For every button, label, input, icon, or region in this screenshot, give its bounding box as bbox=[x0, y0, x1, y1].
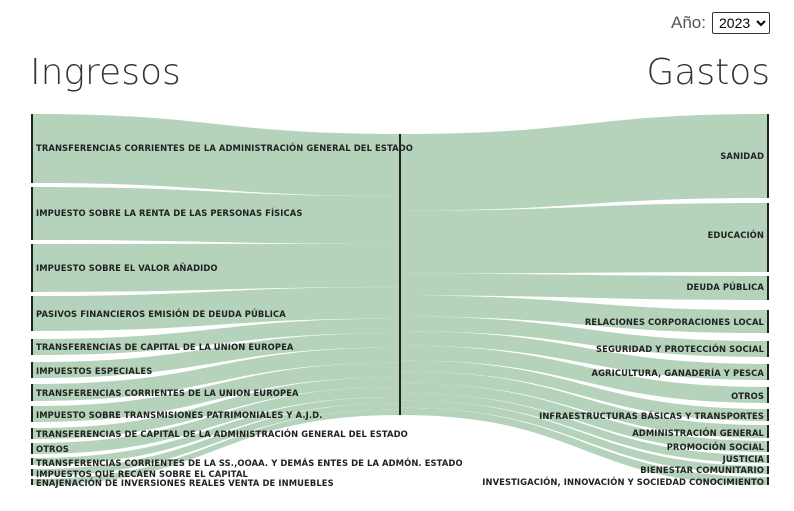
income-label[interactable]: IMPUESTO SOBRE TRANSMISIONES PATRIMONIALES Y A.J.D. bbox=[36, 410, 323, 420]
expense-label[interactable]: BIENESTAR COMUNITARIO bbox=[640, 465, 764, 475]
expense-label[interactable]: PROMOCIÓN SOCIAL bbox=[666, 442, 764, 452]
expense-label[interactable]: RELACIONES CORPORACIONES LOCAL bbox=[584, 317, 764, 327]
income-label[interactable]: OTROS bbox=[36, 444, 69, 454]
income-label[interactable]: PASIVOS FINANCIEROS EMISIÓN DE DEUDA PÚBLICA bbox=[36, 309, 286, 319]
income-label[interactable]: IMPUESTO SOBRE EL VALOR AÑADIDO bbox=[36, 263, 218, 273]
income-label[interactable]: IMPUESTO SOBRE LA RENTA DE LAS PERSONAS FÍSICAS bbox=[36, 208, 303, 218]
expense-label[interactable]: OTROS bbox=[731, 391, 764, 401]
expense-label[interactable]: DEUDA PÚBLICA bbox=[686, 282, 764, 292]
expense-label[interactable]: ADMINISTRACIÓN GENERAL bbox=[632, 428, 764, 438]
income-label[interactable]: IMPUESTOS ESPECIALES bbox=[36, 366, 153, 376]
income-label[interactable]: TRANSFERENCIAS DE CAPITAL DE LA UNION EUROPEA bbox=[36, 342, 294, 352]
expense-label[interactable]: AGRICULTURA, GANADERÍA Y PESCA bbox=[591, 368, 764, 378]
expense-label[interactable]: INVESTIGACIÓN, INNOVACIÓN Y SOCIEDAD CONOCIMIENTO bbox=[482, 477, 764, 487]
income-label[interactable]: TRANSFERENCIAS CORRIENTES DE LA ADMINISTRACIÓN GENERAL DEL ESTADO bbox=[36, 143, 414, 153]
income-label[interactable]: TRANSFERENCIAS CORRIENTES DE LA SS.,OOAA. Y DEMÁS ENTES DE LA ADMÓN. ESTADO bbox=[36, 458, 463, 468]
expense-label[interactable]: SANIDAD bbox=[720, 151, 764, 161]
income-flow bbox=[32, 114, 400, 196]
year-label: Año: bbox=[671, 13, 706, 32]
income-label[interactable]: TRANSFERENCIAS CORRIENTES DE LA UNION EUROPEA bbox=[36, 388, 299, 398]
expense-flow bbox=[400, 114, 768, 211]
expense-label[interactable]: EDUCACIÓN bbox=[707, 230, 764, 240]
expense-label[interactable]: JUSTICIA bbox=[722, 454, 764, 464]
expense-label[interactable]: SEGURIDAD Y PROTECCIÓN SOCIAL bbox=[596, 344, 764, 354]
income-label[interactable]: IMPUESTOS QUE RECAEN SOBRE EL CAPITAL bbox=[36, 469, 248, 479]
income-label[interactable]: ENAJENACIÓN DE INVERSIONES REALES VENTA DE INMUEBLES bbox=[36, 478, 334, 488]
expenses-heading: Gastos bbox=[646, 52, 770, 93]
income-heading: Ingresos bbox=[30, 52, 181, 93]
expense-label[interactable]: INFRAESTRUCTURAS BÁSICAS Y TRANSPORTES bbox=[539, 411, 764, 421]
income-label[interactable]: TRANSFERENCIAS DE CAPITAL DE LA ADMINISTRACIÓN GENERAL DEL ESTADO bbox=[36, 429, 408, 439]
